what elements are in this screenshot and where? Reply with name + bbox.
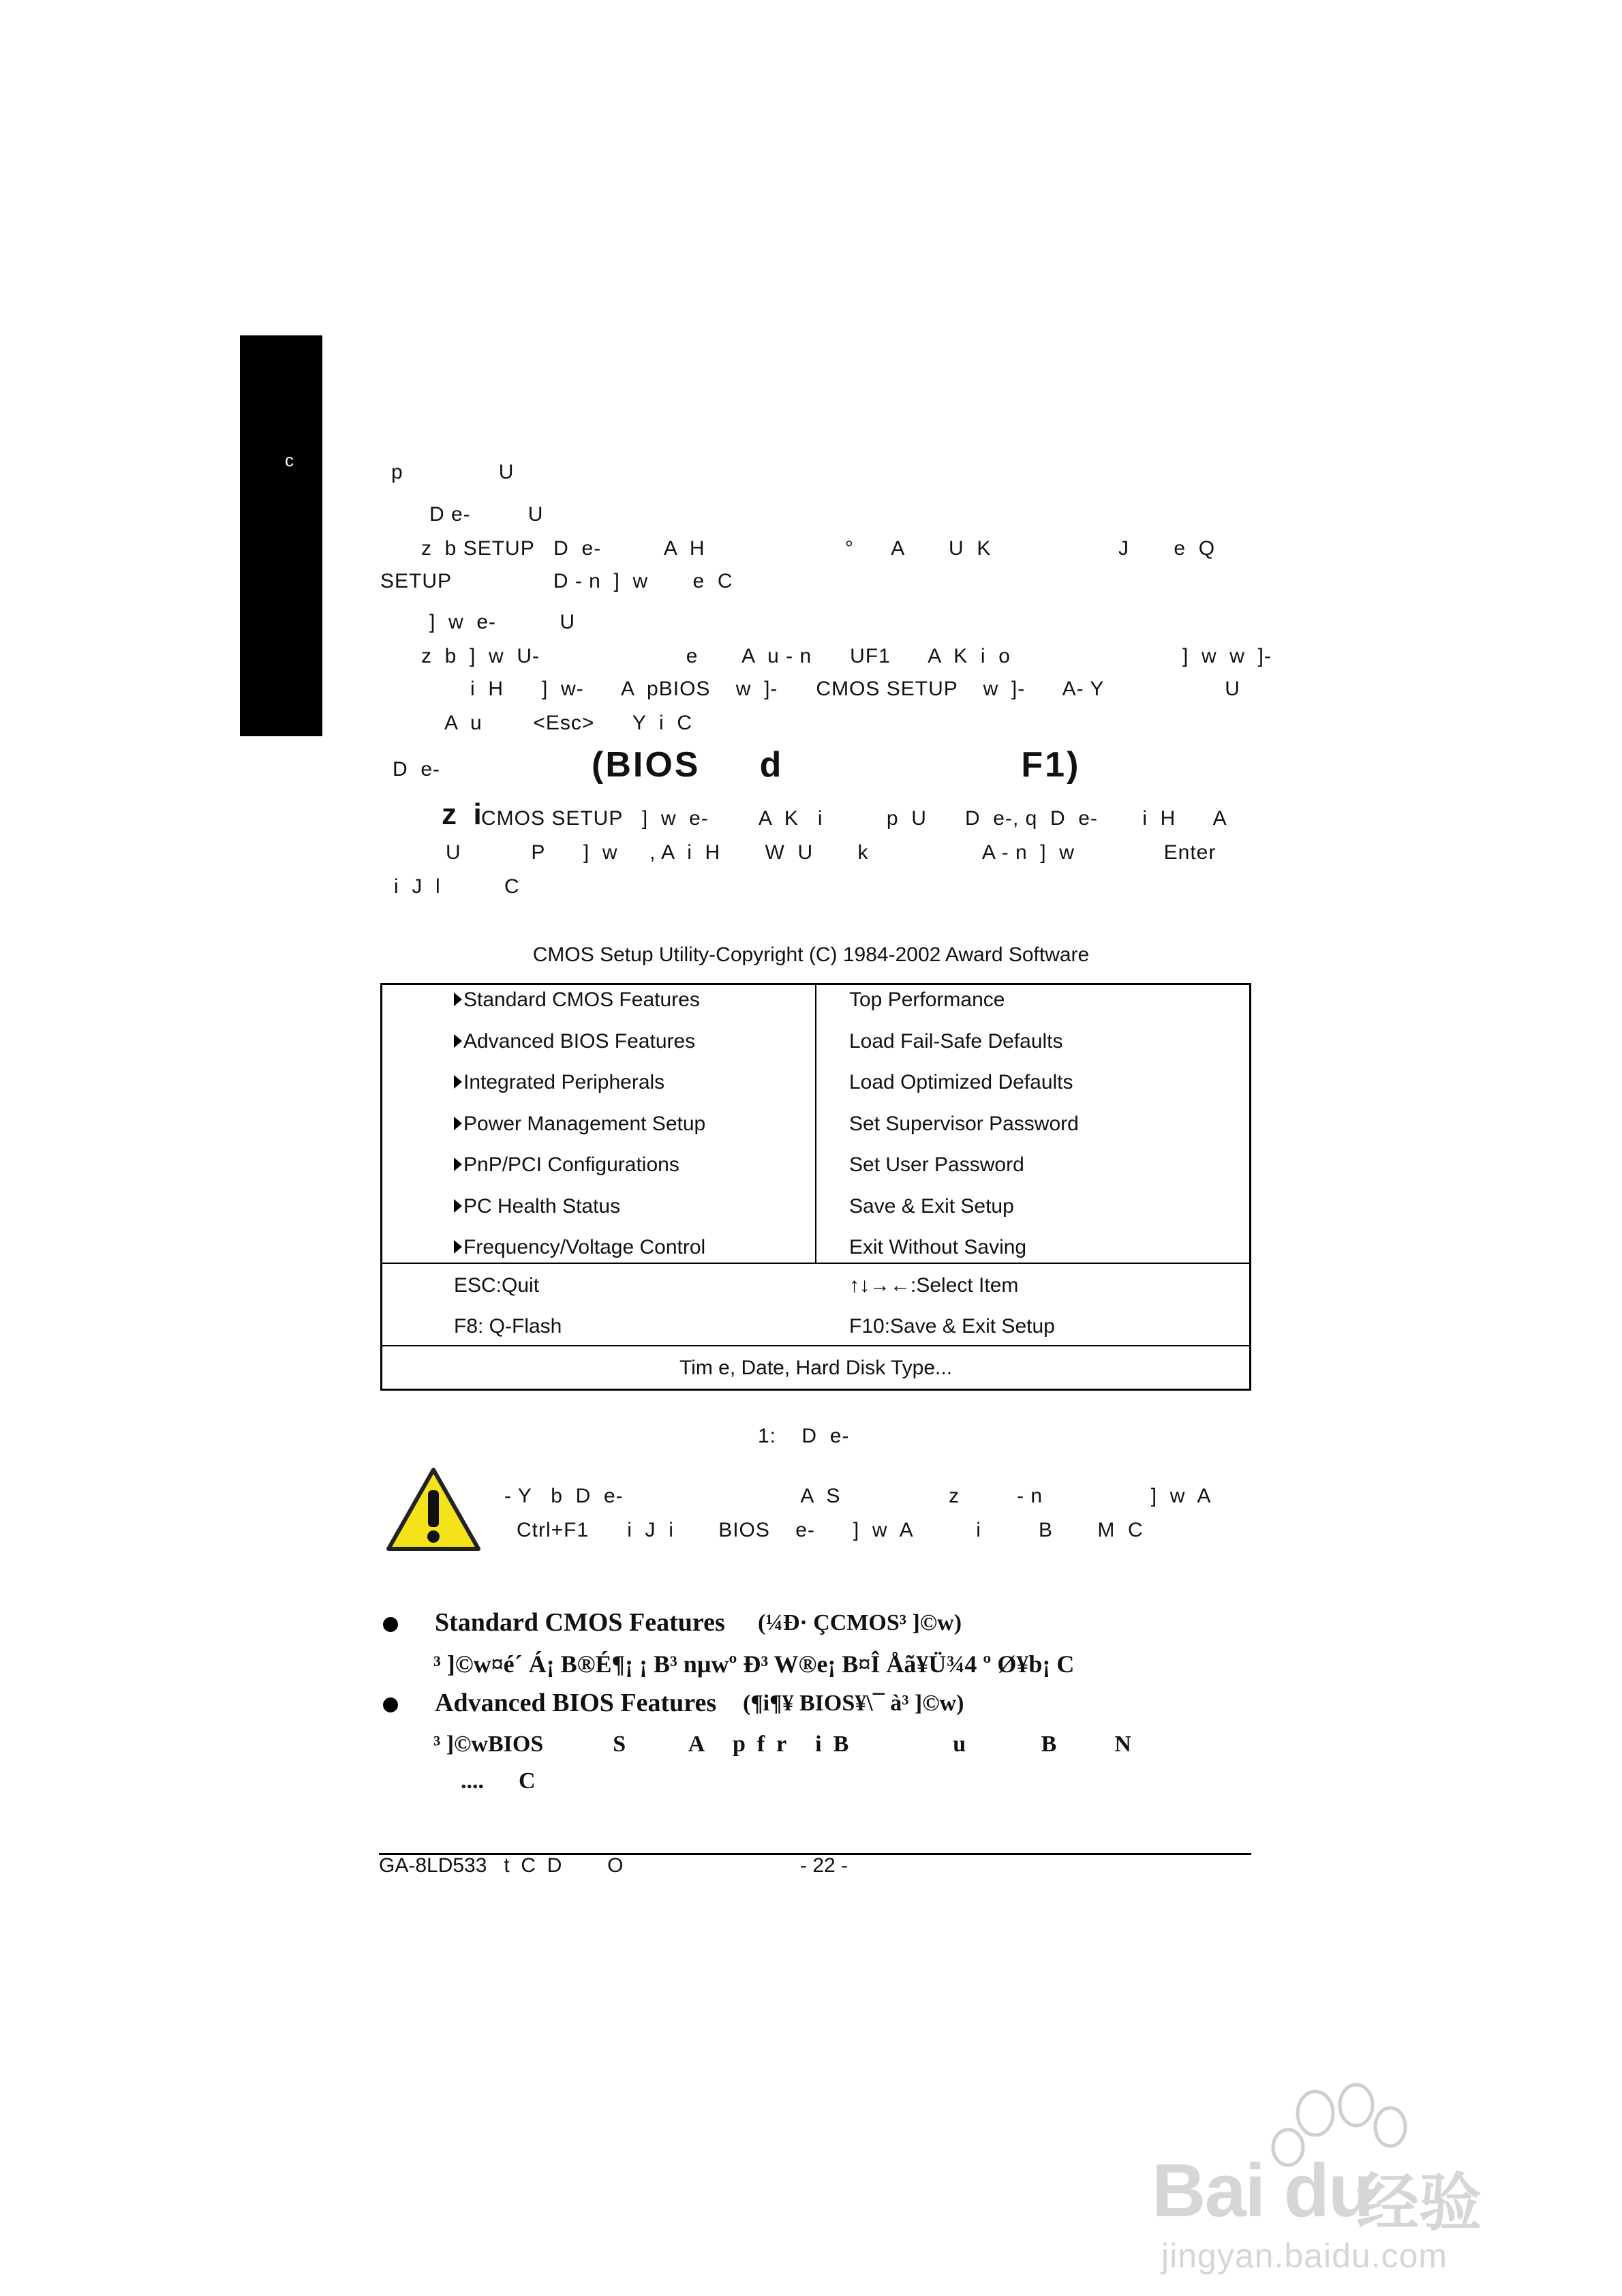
watermark-text: 经验: [1356, 2169, 1482, 2238]
menu-item-label: PC Health Status: [463, 1194, 621, 1218]
footer-model: GA-8LD533 t C D O: [379, 1854, 624, 1877]
footer-page-number: - 22 -: [800, 1854, 848, 1877]
menu-item-left[interactable]: [454, 1071, 664, 1094]
section-heading-prefix: D e-: [393, 758, 441, 781]
body-text-line: ] w e- U: [429, 611, 576, 633]
menu-item-left[interactable]: [454, 1236, 705, 1259]
body-text-line: i H ] w- A pBIOS w ]- CMOS SETUP w ]- A- Y U: [470, 678, 1240, 700]
bullet-title-advanced-bios: Advanced BIOS Features: [435, 1689, 717, 1717]
body-text-line: i J l C: [394, 875, 520, 898]
menu-item-left[interactable]: [454, 988, 700, 1012]
arrow-right-icon: [454, 1158, 462, 1171]
body-text-line: SETUP D - n ] w e C: [380, 570, 733, 592]
menu-item-label: Advanced BIOS Features: [463, 1029, 696, 1053]
key-hint-esc: ESC:Quit: [454, 1274, 540, 1297]
body-text-line: A u <Esc> Y i C: [444, 712, 693, 734]
table-row-divider: [380, 1345, 1251, 1346]
menu-item-right[interactable]: Top Performance: [849, 988, 1005, 1011]
menu-item-label: Power Management Setup: [463, 1112, 706, 1135]
menu-item-right[interactable]: Exit Without Saving: [849, 1236, 1027, 1258]
body-text-line: p U: [391, 461, 515, 483]
warning-line-2: Ctrl+F1 i J i BIOS e- ] w A i B M C: [517, 1519, 1144, 1541]
key-hint-f8: F8: Q-Flash: [454, 1315, 562, 1338]
key-hint-select: ↑↓→←:Select Item: [849, 1274, 1019, 1297]
arrow-right-icon: [454, 1240, 462, 1254]
warning-line-1: - Y b D e- A S z - n ] w A: [504, 1485, 1212, 1507]
body-text-line: z b ] w U- e A u - n UF1 A K i o ] w w ]-: [421, 645, 1272, 667]
menu-item-right[interactable]: Set Supervisor Password: [849, 1112, 1079, 1135]
menu-item-label: Frequency/Voltage Control: [463, 1236, 706, 1258]
arrow-right-icon: [454, 1075, 462, 1089]
arrow-right-icon: [454, 1199, 462, 1213]
arrow-right-icon: [454, 993, 462, 1006]
menu-item-left[interactable]: [454, 1113, 705, 1136]
menu-item-left[interactable]: [454, 1030, 695, 1053]
bullet-dot: [383, 1697, 398, 1712]
menu-item-label: PnP/PCI Configurations: [463, 1153, 679, 1176]
section-heading-title: (BIOS d F1): [592, 745, 1081, 785]
watermark-brand: Bai du: [1152, 2149, 1373, 2233]
bullet-title-suffix: (¼Ð· ÇCMOS³ ]©w): [758, 1610, 962, 1635]
menu-item-label: Integrated Peripherals: [463, 1071, 665, 1093]
watermark-url: jingyan.baidu.com: [1161, 2237, 1448, 2275]
body-text-line: CMOS SETUP ] w e- A K i p U D e-, q D e- i H A: [481, 807, 1227, 830]
menu-item-left[interactable]: [454, 1195, 620, 1218]
bullet-desc: ³ ]©w¤é´ Á¡ B®É¶¡ ¡ B³ nµwº Ð³ W®e¡ B¤Î Åã¥Ü¾4 º Ø¥b¡ C: [433, 1650, 1075, 1678]
baidu-watermark: [1152, 2072, 1533, 2280]
side-tab-letter: c: [285, 450, 294, 470]
warning-icon: [386, 1466, 481, 1553]
arrow-right-icon: [454, 1117, 462, 1130]
chapter-side-tab: [240, 335, 322, 736]
figure-caption: 1: D e-: [758, 1425, 850, 1447]
table-column-divider: [815, 983, 816, 1263]
status-line: Tim e, Date, Hard Disk Type...: [679, 1357, 953, 1379]
bullet-dot: [383, 1617, 398, 1632]
bullet-desc: ³ ]©wBIOS S A p f r i B u B N: [433, 1732, 1131, 1757]
menu-item-right[interactable]: Set User Password: [849, 1153, 1024, 1176]
menu-item-label: Standard CMOS Features: [463, 988, 700, 1011]
menu-item-right[interactable]: Save & Exit Setup: [849, 1194, 1014, 1218]
menu-item-right[interactable]: Load Optimized Defaults: [849, 1071, 1073, 1093]
body-text-line: z b SETUP D e- A H ° A U K J e Q: [421, 537, 1216, 560]
menu-item-left[interactable]: [454, 1153, 679, 1177]
arrow-right-icon: [454, 1034, 462, 1048]
table-row-divider: [380, 1263, 1251, 1264]
key-hint-f10: F10:Save & Exit Setup: [849, 1315, 1055, 1338]
bullet-title-suffix: (¶i¶¥ BIOS¥\¯ à³ ]©w): [743, 1691, 964, 1716]
bullet-title-standard-cmos: Standard CMOS Features: [435, 1608, 725, 1637]
table-caption: CMOS Setup Utility-Copyright (C) 1984-2002 Award Software: [532, 943, 1090, 966]
bullet-desc-continued: .... C: [461, 1768, 536, 1794]
section-heading-marker: z i: [442, 798, 482, 831]
menu-item-right[interactable]: Load Fail-Safe Defaults: [849, 1029, 1063, 1053]
body-text-line: U P ] w , A i H W U k A - n ] w Enter: [446, 841, 1216, 864]
body-text-line: D e- U: [429, 503, 544, 526]
